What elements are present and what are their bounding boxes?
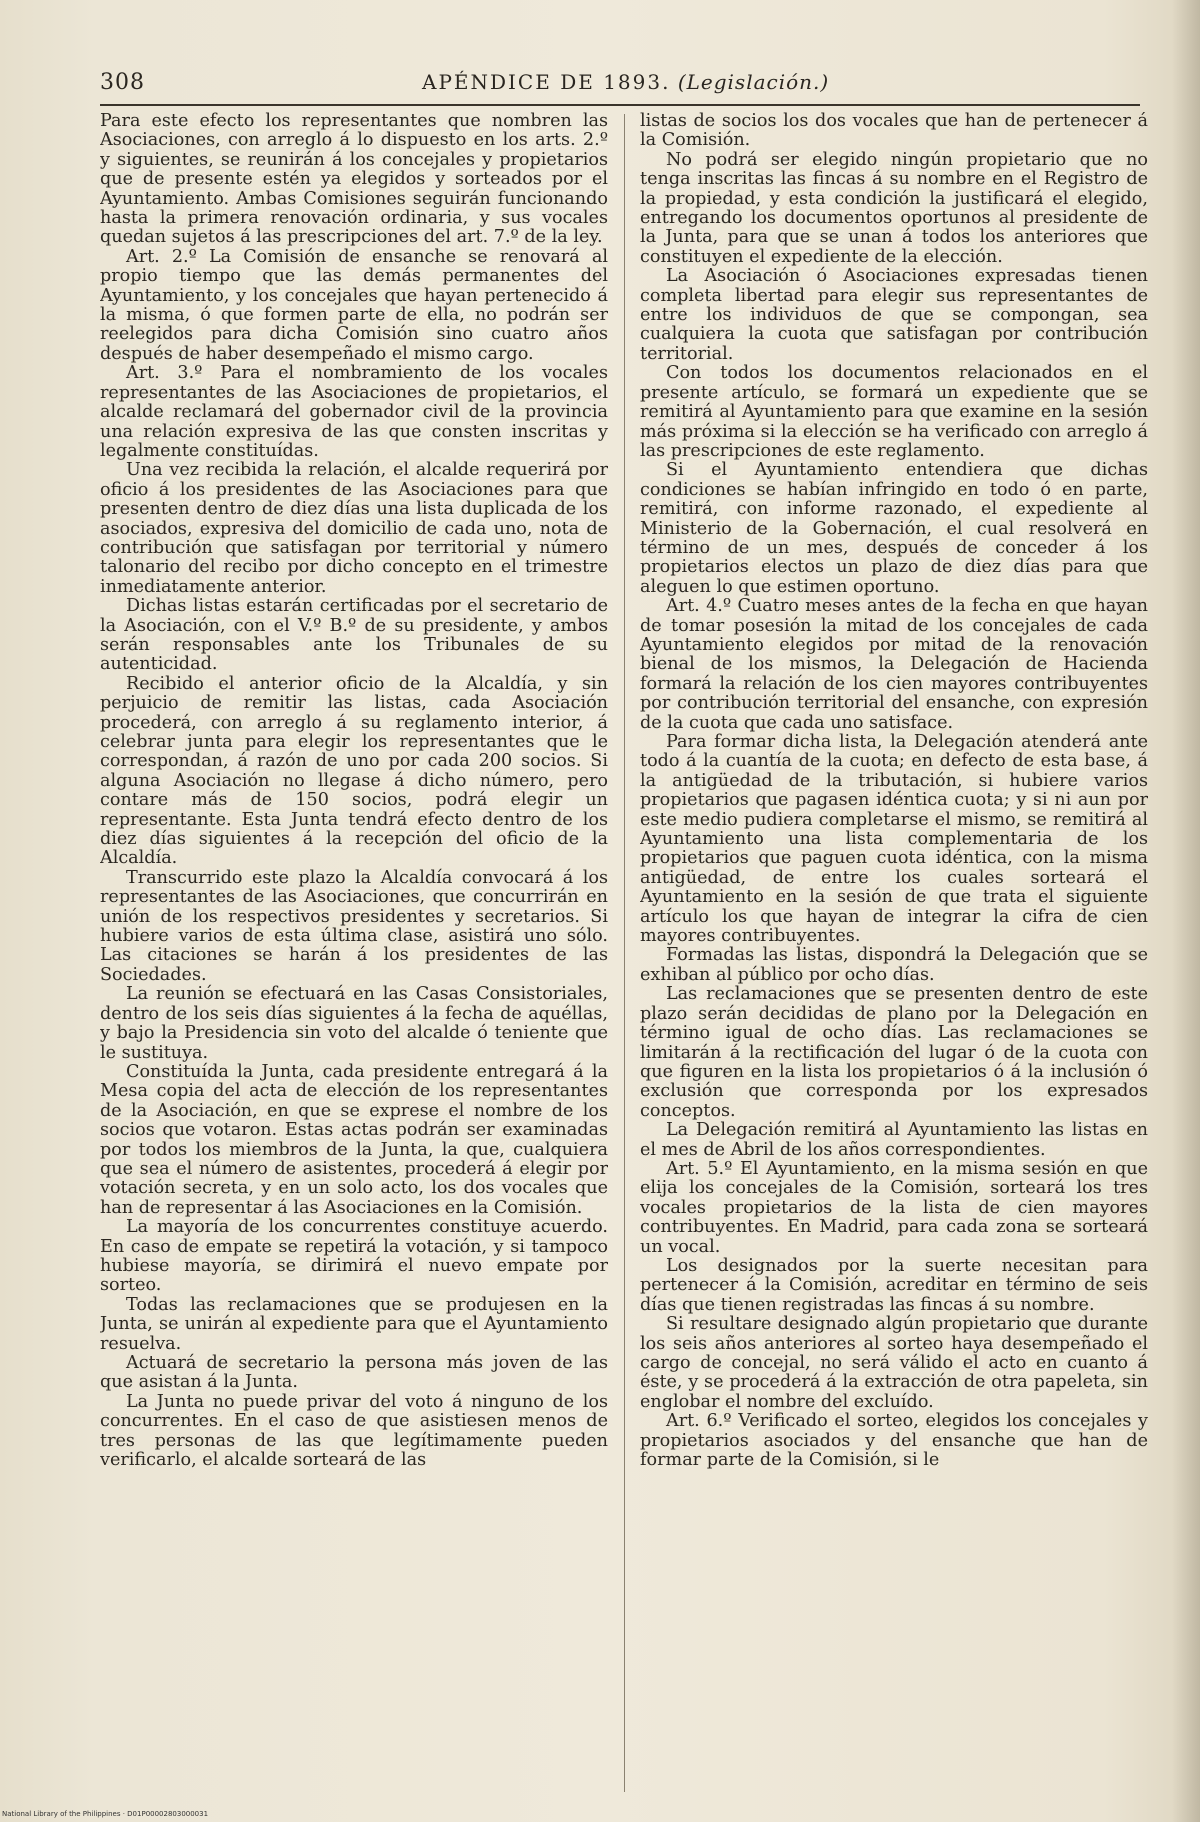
paragraph: Recibido el anterior oficio de la Alcaldía, y sin perjuicio de remitir las listas, cada Asociación procederá, con arreglo á su reglamento interior, á celebrar junta para elegir los representantes que le correspondan, á razón de uno por cada 200 socios. Si alguna Asociación no llegase á dicho número, pero contare más de 150 socios, podrá elegir un representante. Esta Junta tendrá efecto dentro de los diez días siguientes á la recepción del oficio de la Alcaldía.	[100, 673, 608, 869]
paragraph: Art. 5.º El Ayuntamiento, en la misma sesión en que elija los concejales de la Comisión, sorteará los tres vocales propietarios de la lista de cien mayores contribuyentes. En Madrid, para cada zona se sorteará un vocal.	[640, 1158, 1148, 1257]
paragraph: La mayoría de los concurrentes constituye acuerdo. En caso de empate se repetirá la votación, y si tampoco hubiese mayoría, se dirimirá el nuevo empate por sorteo.	[100, 1217, 608, 1296]
paragraph: Art. 3.º Para el nombramiento de los vocales representantes de las Asociaciones de propietarios, el alcalde reclamará del gobernador civil de la provincia una relación expresiva de las que consten inscritas y legalmente constituídas.	[100, 363, 608, 461]
column-divider	[624, 114, 625, 1792]
page-header	[100, 68, 1140, 102]
paragraph: Para formar dicha lista, la Delegación atenderá ante todo á la cuantía de la cuota; en defecto de esta base, á la antigüedad de la tributación, si hubiere varios propietarios que pagasen idéntica cuota; y si ni aun por este medio pudiera completarse el mismo, se remitirá al Ayuntamiento una lista complementaria de los propietarios que paguen cuota idéntica, con la misma antigüedad, de entre los cuales sorteará el Ayuntamiento en la sesión de que trata el siguiente artículo los que hayan de integrar la cifra de cien mayores contribuyentes.	[640, 732, 1148, 947]
paragraph: La Asociación ó Asociaciones expresadas tienen completa libertad para elegir sus representantes de entre los individuos de que se compongan, sea cualquiera la cuota que satisfagan por contribución territorial.	[640, 266, 1148, 364]
paragraph: La reunión se efectuará en las Casas Consistoriales, dentro de los seis días siguientes á la fecha de aquéllas, y bajo la Presidencia sin voto del alcalde ó teniente que le sustituya.	[100, 984, 608, 1063]
paragraph: Actuará de secretario la persona más joven de las que asistan á la Junta.	[100, 1353, 608, 1393]
paragraph: Formadas las listas, dispondrá la Delegación que se exhiban al público por ocho días.	[640, 945, 1148, 985]
right-column	[640, 112, 1148, 1800]
paragraph: Para este efecto los representantes que nombren las Asociaciones, con arreglo á lo dispuesto en los arts. 2.º y siguientes, se reunirán á los concejales y propietarios que de presente estén ya elegidos y sorteados por el Ayuntamiento. Ambas Comisiones seguirán funcionando hasta la primera renovación ordinaria, y sus vocales quedan sujetos á las prescripciones del art. 7.º de la ley.	[100, 112, 608, 248]
page-number: 308	[100, 70, 145, 95]
paragraph: Todas las reclamaciones que se produjesen en la Junta, se unirán al expediente para que el Ayuntamiento resuelva.	[100, 1294, 608, 1354]
paragraph: No podrá ser elegido ningún propietario que no tenga inscritas las fincas á su nombre en el Registro de la propiedad, y esta condición la justificará el elegido, entregando los documentos oportunos al presidente de la Junta, para que se unan á todos los anteriores que constituyen el expediente de la elección.	[640, 149, 1148, 267]
paragraph: Constituída la Junta, cada presidente entregará á la Mesa copia del acta de elección de los representantes de la Asociación, en que se exprese el nombre de los socios que votaron. Estas actas podrán ser examinadas por todos los miembros de la Junta, la que, cualquiera que sea el número de asistentes, procederá á elegir por votación secreta, y en un solo acto, los dos vocales que han de representar á las Asociaciones en la Comisión.	[100, 1061, 608, 1218]
paragraph: La Delegación remitirá al Ayuntamiento las listas en el mes de Abril de los años correspondientes.	[640, 1120, 1148, 1160]
paragraph: Art. 4.º Cuatro meses antes de la fecha en que hayan de tomar posesión la mitad de los concejales de cada Ayuntamiento elegidos por mitad de la renovación bienal de los mismos, la Delegación de Hacienda formará la relación de los cien mayores contribuyentes por contribución territorial del ensanche, con expresión de la cuota que cada uno satisface.	[640, 596, 1148, 733]
scan-credit: National Library of the Philippines · D01P00002803000031	[2, 1810, 209, 1818]
paragraph: Dichas listas estarán certificadas por el secretario de la Asociación, con el V.º B.º de su presidente, y ambos serán responsables ante los Tribunales de su autenticidad.	[100, 596, 608, 675]
paragraph: Los designados por la suerte necesitan para pertenecer á la Comisión, acreditar en término de seis días que tienen registradas las fincas á su nombre.	[640, 1255, 1148, 1315]
header-rule	[100, 104, 1140, 106]
page-edge-shadow	[1172, 0, 1200, 1822]
running-title-italic: (Legislación.)	[677, 70, 830, 94]
paragraph: Art. 2.º La Comisión de ensanche se renovará al propio tiempo que las demás permanentes del Ayuntamiento, y los concejales que hayan pertenecido á la misma, ó que formen parte de ella, no podrán ser reelegidos para dicha Comisión sino cuatro años después de haber desempeñado el mismo cargo.	[100, 246, 608, 364]
paragraph: Una vez recibida la relación, el alcalde requerirá por oficio á los presidentes de las Asociaciones para que presenten dentro de diez días una lista duplicada de los asociados, expresiva del domicilio de cada uno, nota de contribución que satisfagan por territorial y número talonario del recibo por dicho concepto en el trimestre inmediatamente anterior.	[100, 460, 608, 597]
paragraph: Transcurrido este plazo la Alcaldía convocará á los representantes de las Asociaciones, que concurrirán en unión de los respectivos presidentes y secretarios. Si hubiere varios de esta última clase, asistirá uno sólo. Las citaciones se harán á los presidentes de las Sociedades.	[100, 867, 608, 985]
paragraph: Las reclamaciones que se presenten dentro de este plazo serán decididas de plano por la Delegación en término igual de ocho días. Las reclamaciones se limitarán á la rectificación del lugar ó de la cuota con que figuren en la lista los propietarios ó á la inclusión ó exclusión que corresponda por los expresados conceptos.	[640, 984, 1148, 1121]
paragraph: La Junta no puede privar del voto á ninguno de los concurrentes. En el caso de que asistiesen menos de tres personas de las que legítimamente pueden verificarlo, el alcalde sorteará de las	[100, 1391, 608, 1471]
left-column	[100, 112, 608, 1800]
paragraph: Si resultare designado algún propietario que durante los seis años anteriores al sorteo haya desempeñado el cargo de concejal, no será válido el acto en cuanto á éste, y se procederá á la extracción de otra papeleta, sin englobar el nombre del excluído.	[640, 1314, 1148, 1412]
running-title	[422, 70, 829, 94]
paragraph: Art. 6.º Verificado el sorteo, elegidos los concejales y propietarios asociados y del ensanche que han de formar parte de la Comisión, si le	[640, 1411, 1148, 1471]
running-title-main: APÉNDICE DE 1893.	[422, 70, 671, 94]
paragraph: Si el Ayuntamiento entendiera que dichas condiciones se habían infringido en todo ó en parte, remitirá, con informe razonado, el expediente al Ministerio de la Gobernación, el cual resolverá en término de un mes, después de conceder á los propietarios electos un plazo de diez días para que aleguen lo que estimen oportuno.	[640, 460, 1148, 597]
paragraph: listas de socios los dos vocales que han de pertenecer á la Comisión.	[640, 112, 1148, 151]
paragraph: Con todos los documentos relacionados en el presente artículo, se formará un expediente que se remitirá al Ayuntamiento para que examine en la sesión más próxima si la elección se ha verificado con arreglo á las prescripciones de este reglamento.	[640, 363, 1148, 461]
